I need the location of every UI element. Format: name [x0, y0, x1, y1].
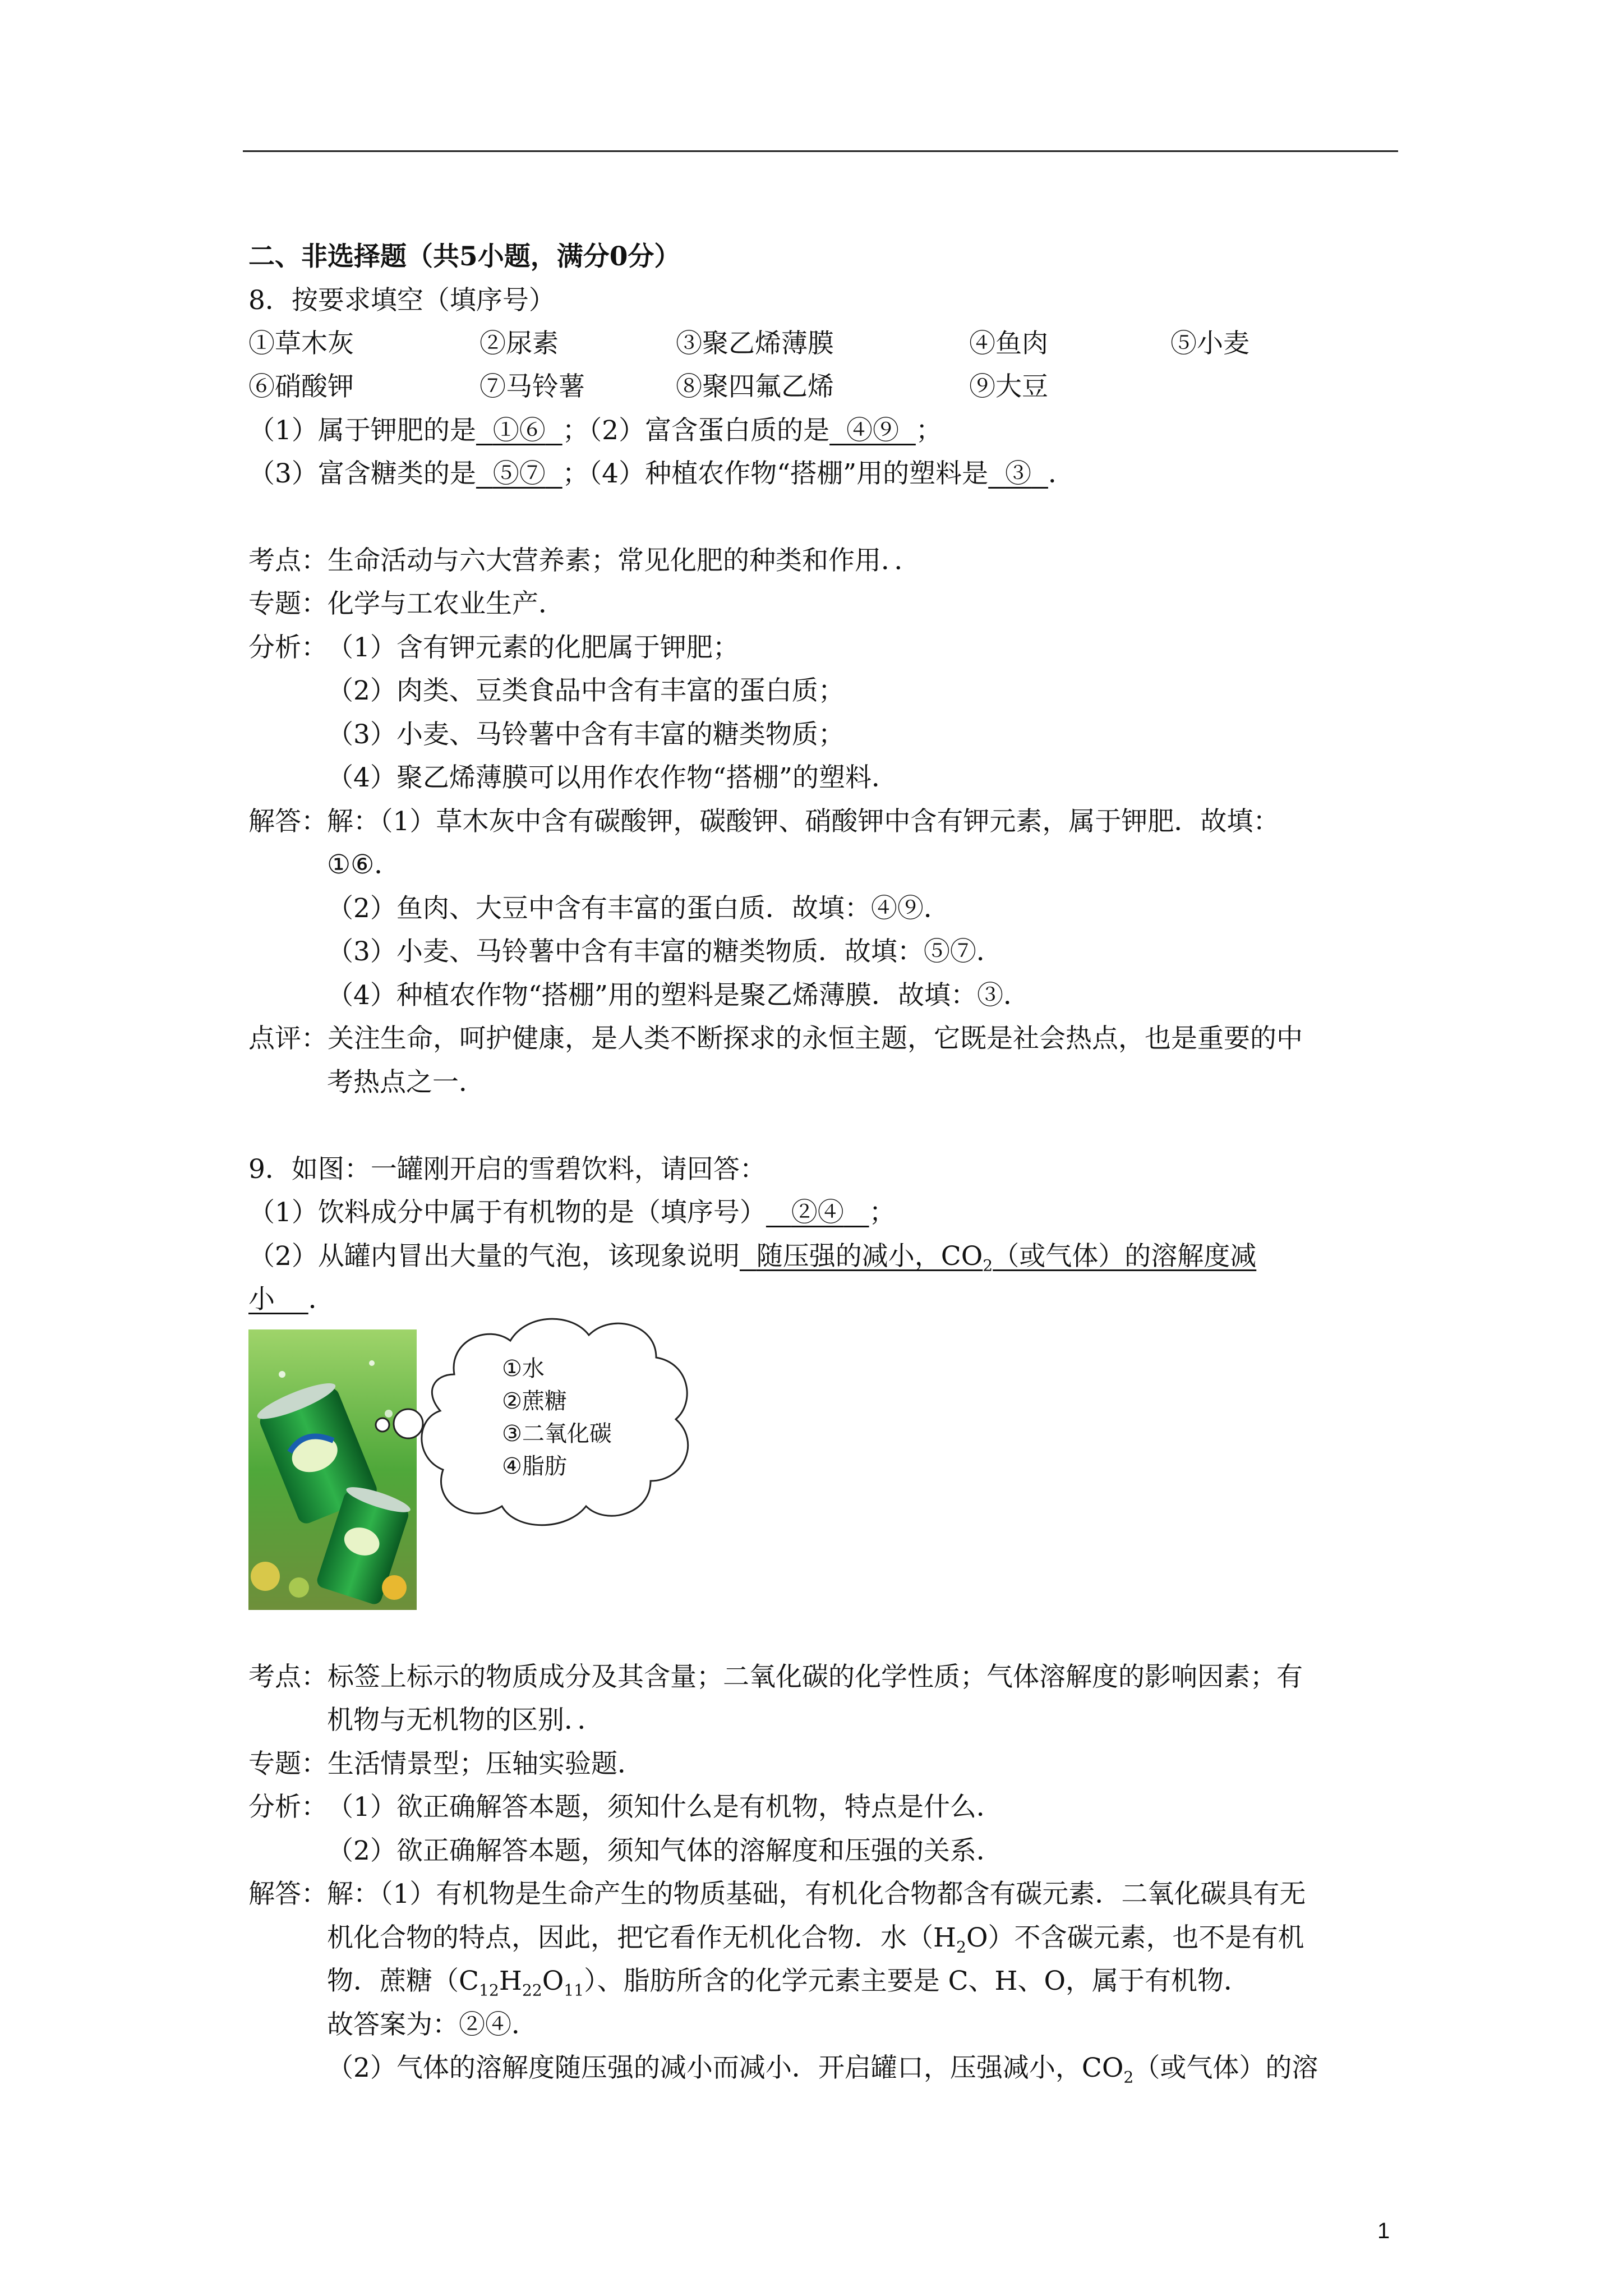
q8-line1-text: ； [915, 415, 942, 446]
header-rule [243, 150, 1398, 152]
q9-line1 [248, 1196, 896, 1230]
answer-blank: 小 [248, 1284, 275, 1315]
q8-fenxi-item: （2）肉类、豆类食品中含有丰富的蛋白质； [327, 675, 845, 706]
q8-jieda-label: 解答： [248, 806, 328, 837]
q8-fenxi-item: （4）聚乙烯薄膜可以用作农作物“搭棚”的塑料． [327, 762, 898, 793]
q9-kaodian: 考点：标签上标示的物质成分及其含量；二氧化碳的化学性质；气体溶解度的影响因素；有 [248, 1662, 1303, 1692]
q9-fenxi-label: 分析： [248, 1792, 328, 1823]
q8-line1-text: ；（2）富含蛋白质的是 [562, 415, 830, 446]
q9-fenxi-item: （2）欲正确解答本题，须知气体的溶解度和压强的关系． [327, 1835, 1003, 1866]
q8-jieda: （2）鱼肉、大豆中含有丰富的蛋白质．故填：④⑨． [327, 893, 950, 924]
q8-option: ⑥硝酸钾 [248, 371, 354, 402]
q9-jieda: （2）气体的溶解度随压强的减小而减小．开启罐口，压强减小，$CO_2$（或气体）的溶 [327, 2053, 1318, 2087]
answer-blank: ③ [1005, 458, 1032, 489]
answer-blank: ②④ [791, 1197, 844, 1228]
q9-line1-text: （1）饮料成分中属于有机物的是（填序号） [248, 1197, 766, 1228]
q8-kaodian: 考点：生命活动与六大营养素；常见化肥的种类和作用．． [248, 545, 921, 576]
q9-line3-text: ． [308, 1284, 335, 1315]
q8-option: ⑦马铃薯 [479, 371, 585, 402]
cloud-item: ②蔗糖 [502, 1388, 567, 1414]
q8-fenxi-item: （3）小麦、马铃薯中含有丰富的糖类物质； [327, 719, 845, 750]
q8-option: ⑤小麦 [1170, 328, 1249, 359]
q9-jieda: 故答案为：②④． [327, 2009, 538, 2040]
q8-line1-text: （1）属于钾肥的是 [248, 415, 476, 446]
answer-blank: ⑤⑦ [492, 458, 546, 489]
q8-line2-text: ． [1048, 458, 1075, 489]
cloud-item: ④脂肪 [502, 1453, 567, 1479]
q8-title: 8．按要求填空（填序号） [248, 285, 555, 316]
q8-fenxi-item: （1）含有钾元素的化肥属于钾肥； [327, 632, 739, 663]
q9-line2-text: （2）从罐内冒出大量的气泡，该现象说明 [248, 1241, 740, 1272]
q8-option: ③聚乙烯薄膜 [676, 328, 834, 359]
q8-line2 [248, 457, 1075, 491]
q9-line2 [248, 1240, 1256, 1282]
q9-line1-text: ； [869, 1197, 896, 1228]
q9-jieda: 机化合物的特点，因此，把它看作无机化合物．水$(H_2O)$不含碳元素，也不是有机 [327, 1922, 1304, 1957]
page-number: 1 [1377, 2219, 1390, 2243]
q8-dianping: 点评：关注生命，呵护健康，是人类不断探求的永恒主题，它既是社会热点，也是重要的中 [248, 1023, 1303, 1054]
q8-jieda: （3）小麦、马铃薯中含有丰富的糖类物质．故填：⑤⑦． [327, 936, 1003, 967]
q9-kaodian: 机物与无机物的区别．． [327, 1705, 604, 1736]
section-title: 二、非选择题（共5小题，满分0分） [248, 241, 681, 272]
q9-fenxi-item: （1）欲正确解答本题，须知什么是有机物，特点是什么． [327, 1792, 1003, 1823]
q8-line2-text: （3）富含糖类的是 [248, 458, 476, 489]
q8-jieda: ①⑥． [327, 849, 401, 880]
q8-option: ①草木灰 [248, 328, 354, 359]
q8-line1 [248, 414, 942, 448]
q9-jieda: 解：（1）有机物是生命产生的物质基础，有机化合物都含有碳元素．二氧化碳具有无 [327, 1879, 1306, 1910]
answer-blank: ④⑨ [846, 415, 899, 446]
q8-fenxi-label: 分析： [248, 632, 328, 663]
q9-jieda: 物．蔗糖$(C_{12}H_{22}O_{11})$、脂肪所含的化学元素主要是 C、H、O，属于有机物． [327, 1966, 1251, 2000]
q8-option: ⑨大豆 [969, 371, 1048, 402]
cloud-item: ③二氧化碳 [502, 1421, 612, 1447]
q8-option: ②尿素 [479, 328, 559, 359]
q8-jieda: 解：（1）草木灰中含有碳酸钾，碳酸钾、硝酸钾中含有钾元素，属于钾肥．故填： [327, 806, 1280, 837]
q8-line2-text: ；（4）种植农作物“搭棚”用的塑料是 [562, 458, 989, 489]
q9-line3 [248, 1283, 335, 1317]
q8-zhuanti: 专题：化学与工农业生产． [248, 588, 565, 619]
q8-option: ⑧聚四氟乙烯 [676, 371, 834, 402]
q8-option: ④鱼肉 [969, 328, 1048, 359]
answer-blank: 随压强的减小，$CO_2$（或气体）的溶解度减 [756, 1241, 1257, 1275]
thought-cloud [370, 1290, 718, 1556]
q9-title: 9．如图：一罐刚开启的雪碧饮料，请回答： [248, 1154, 766, 1185]
q8-jieda: （4）种植农作物“搭棚”用的塑料是聚乙烯薄膜．故填：③． [327, 980, 1030, 1011]
q8-dianping: 考热点之一． [327, 1067, 485, 1098]
cloud-item: ①水 [502, 1356, 545, 1382]
q9-zhuanti: 专题：生活情景型；压轴实验题． [248, 1749, 644, 1779]
answer-blank: ①⑥ [492, 415, 546, 446]
q9-jieda-label: 解答： [248, 1879, 328, 1910]
